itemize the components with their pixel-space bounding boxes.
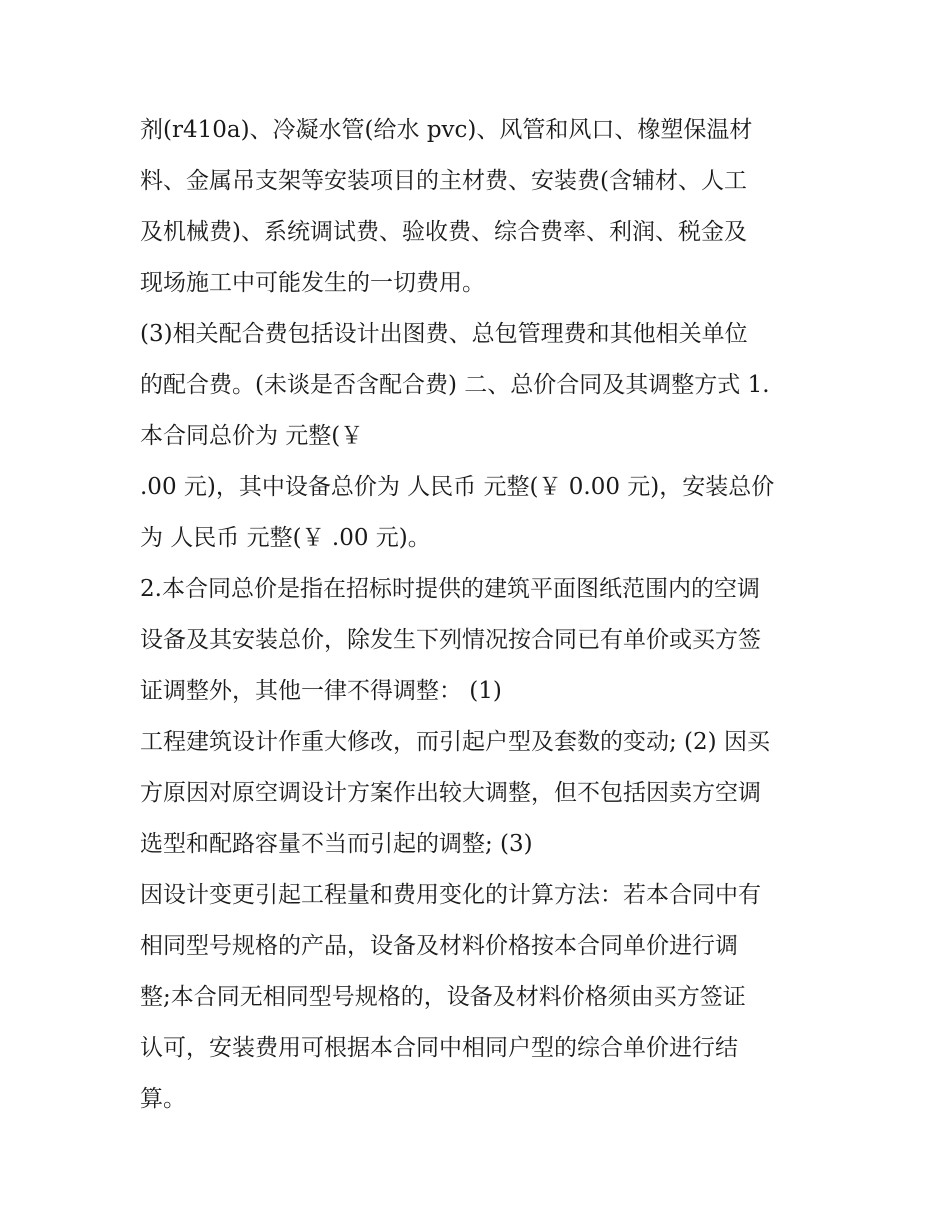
text-line: 剂(r410a)、冷凝水管(给水 pvc)、风管和风口、橡塑保温材 xyxy=(140,117,753,143)
text-line: 为 人民币 元整(￥ .00 元)。 xyxy=(140,525,431,551)
text-line: 料、金属吊支架等安装项目的主材费、安装费(含辅材、人工 xyxy=(140,168,747,194)
text-line: 工程建筑设计作重大修改，而引起户型及套数的变动; (2) 因买 xyxy=(140,729,770,755)
text-line: 整;本合同无相同型号规格的，设备及材料价格须由买方签证 xyxy=(140,984,746,1010)
text-line: 因设计变更引起工程量和费用变化的计算方法：若本合同中有 xyxy=(140,882,761,908)
text-line: 算。 xyxy=(140,1086,186,1112)
text-line: 设备及其安装总价，除发生下列情况按合同已有单价或买方签 xyxy=(140,627,761,653)
text-line: 方原因对原空调设计方案作出较大调整，但不包括因卖方空调 xyxy=(140,780,761,806)
document-body xyxy=(140,110,820,1130)
text-line: 现场施工中可能发生的一切费用。 xyxy=(140,270,485,296)
text-line: 相同型号规格的产品，设备及材料价格按本合同单价进行调 xyxy=(140,933,738,959)
text-line: 2.本合同总价是指在招标时提供的建筑平面图纸范围内的空调 xyxy=(140,576,760,602)
text-line: 选型和配路容量不当而引起的调整; (3) xyxy=(140,831,533,857)
text-line: (3)相关配合费包括设计出图费、总包管理费和其他相关单位 xyxy=(140,321,748,347)
text-line: .00 元)，其中设备总价为 人民币 元整(￥ 0.00 元)，安装总价 xyxy=(140,474,775,500)
text-line: 认可，安装费用可根据本合同中相同户型的综合单价进行结 xyxy=(140,1035,738,1061)
text-line: 及机械费)、系统调试费、验收费、综合费率、利润、税金及 xyxy=(140,219,747,245)
text-line: 证调整外，其他一律不得调整： (1) xyxy=(140,678,502,704)
text-line: 本合同总价为 元整(￥ xyxy=(140,423,364,449)
text-line: 的配合费。(未谈是否含配合费) 二、总价合同及其调整方式 1. xyxy=(140,372,770,398)
